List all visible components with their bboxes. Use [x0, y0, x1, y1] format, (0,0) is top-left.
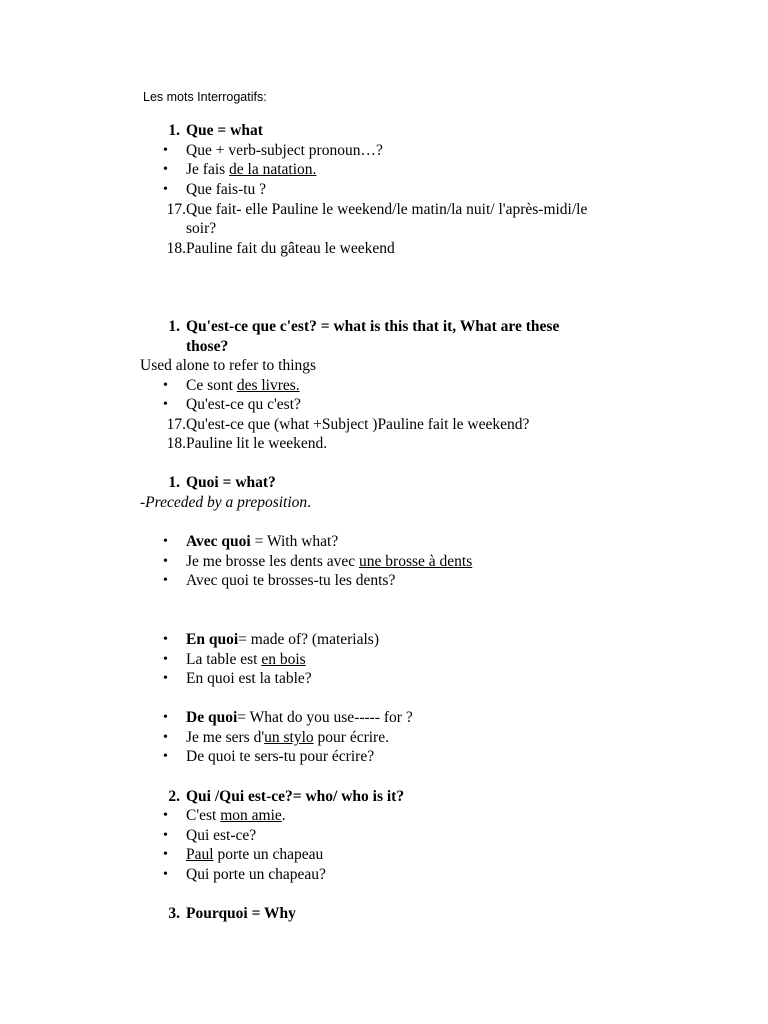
heading-text: Qu'est-ce que c'est? = what is this that it, What are these: [186, 318, 560, 335]
item-text: Je me sers d'un stylo pour écrire.: [186, 729, 389, 746]
item-text: Que fais-tu ?: [186, 181, 267, 198]
section-note: Used alone to refer to things: [140, 357, 317, 374]
document-title: Les mots Interrogatifs:: [143, 90, 267, 104]
item-text: C'est mon amie.: [186, 807, 286, 824]
item-text: Qu'est-ce qu c'est?: [186, 396, 301, 413]
item-text: De quoi= What do you use----- for ?: [186, 709, 413, 726]
bullet-icon: •: [163, 730, 168, 745]
list-number: 18.: [166, 240, 186, 257]
list-number: 1.: [168, 122, 180, 139]
bullet-icon: •: [163, 808, 168, 823]
item-text: Que fait- elle Pauline le weekend/le matin/la nuit/ l'après-midi/le: [186, 201, 588, 218]
list-number: 1.: [168, 474, 180, 491]
bullet-icon: •: [163, 847, 168, 862]
item-text: Que + verb-subject pronoun…?: [186, 142, 383, 159]
item-text: Qui est-ce?: [186, 827, 257, 844]
item-text: Qui porte un chapeau?: [186, 866, 326, 883]
item-text: De quoi te sers-tu pour écrire?: [186, 748, 375, 765]
item-text: Je fais de la natation.: [186, 161, 317, 178]
bullet-icon: •: [163, 143, 168, 158]
bullet-icon: •: [163, 378, 168, 393]
heading-text: Que = what: [186, 122, 263, 139]
list-number: 17.: [166, 416, 186, 433]
bullet-icon: •: [163, 182, 168, 197]
item-text: En quoi= made of? (materials): [186, 631, 379, 648]
heading-text: Pourquoi = Why: [186, 905, 296, 922]
item-text: La table est en bois: [186, 651, 306, 668]
bullet-icon: •: [163, 828, 168, 843]
bullet-icon: •: [163, 554, 168, 569]
heading-text: Qui /Qui est-ce?= who/ who is it?: [186, 788, 405, 805]
item-text: Je me brosse les dents avec une brosse à dents: [186, 553, 473, 570]
underlined-answer: une brosse à dents: [359, 553, 473, 570]
list-number: 1.: [168, 318, 180, 335]
item-text: En quoi est la table?: [186, 670, 312, 687]
bullet-icon: •: [163, 534, 168, 549]
item-text: Ce sont des livres.: [186, 377, 300, 394]
item-text: Paul porte un chapeau: [186, 846, 324, 863]
bullet-icon: •: [163, 397, 168, 412]
item-text: Pauline lit le weekend.: [186, 435, 328, 452]
underlined-answer: des livres.: [236, 377, 300, 394]
underlined-answer: Paul: [186, 846, 214, 863]
list-number: 2.: [168, 788, 180, 805]
bullet-icon: •: [163, 671, 168, 686]
list-number: 17.: [166, 201, 186, 218]
item-text: Avec quoi te brosses-tu les dents?: [186, 572, 396, 589]
bullet-icon: •: [163, 573, 168, 588]
underlined-answer: mon amie: [220, 807, 282, 824]
bullet-icon: •: [163, 867, 168, 882]
heading-text: Quoi = what?: [186, 474, 276, 491]
underlined-answer: de la natation.: [229, 161, 317, 178]
bullet-icon: •: [163, 652, 168, 667]
heading-text: those?: [186, 338, 229, 355]
list-number: 18.: [166, 435, 186, 452]
item-text: Pauline fait du gâteau le weekend: [186, 240, 395, 257]
bullet-icon: •: [163, 710, 168, 725]
bullet-icon: •: [163, 749, 168, 764]
item-text: soir?: [186, 220, 217, 237]
item-text: Qu'est-ce que (what +Subject )Pauline fait le weekend?: [186, 416, 530, 433]
list-number: 3.: [168, 905, 180, 922]
underlined-answer: un stylo: [264, 729, 314, 746]
item-text: Avec quoi = With what?: [186, 533, 339, 550]
section-note: -Preceded by a preposition.: [140, 494, 312, 511]
bullet-icon: •: [163, 162, 168, 177]
underlined-answer: en bois: [261, 651, 306, 668]
bullet-icon: •: [163, 632, 168, 647]
